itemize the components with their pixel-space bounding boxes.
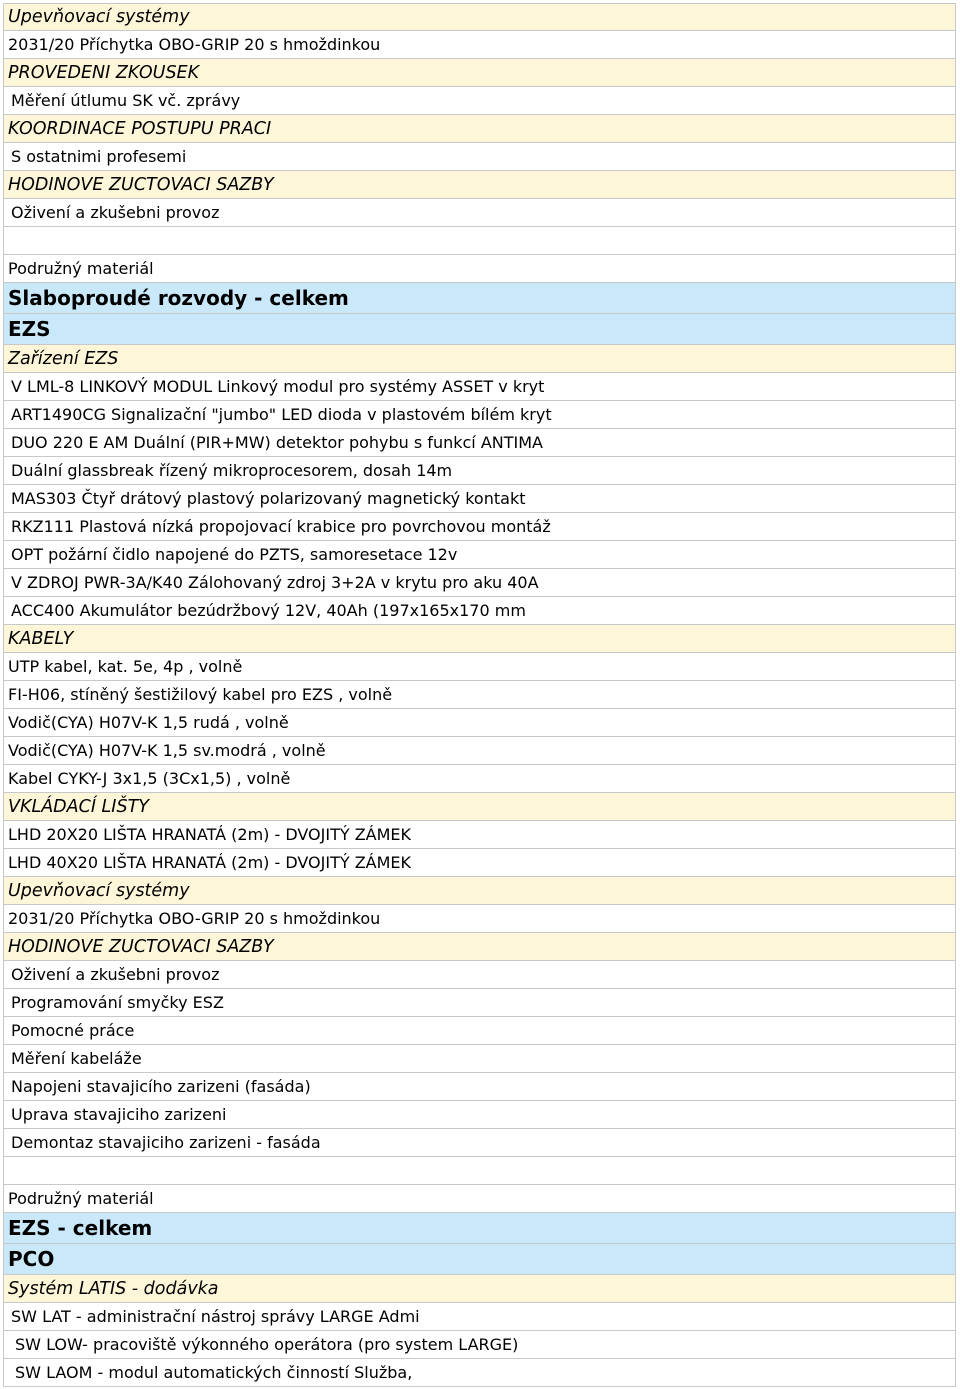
item-row[interactable]: Uprava stavajiciho zarizeni xyxy=(3,1101,956,1129)
item-row[interactable]: Duální glassbreak řízený mikroprocesorem, dosah 14m xyxy=(3,457,956,485)
item-row[interactable]: 2031/20 Příchytka OBO-GRIP 20 s hmoždinkou xyxy=(3,905,956,933)
section-header-row[interactable]: HODINOVE ZUCTOVACI SAZBY xyxy=(3,171,956,199)
section-header-row[interactable]: HODINOVE ZUCTOVACI SAZBY xyxy=(3,933,956,961)
section-header-row[interactable]: VKLÁDACÍ LIŠTY xyxy=(3,793,956,821)
item-row[interactable]: SW LAT - administrační nástroj správy LARGE Admi xyxy=(3,1303,956,1331)
section-header-row[interactable]: KABELY xyxy=(3,625,956,653)
item-row[interactable]: SW LOW- pracoviště výkonného operátora (pro system LARGE) xyxy=(3,1331,956,1359)
item-row[interactable]: DUO 220 E AM Duální (PIR+MW) detektor pohybu s funkcí ANTIMA xyxy=(3,429,956,457)
item-row[interactable]: FI-H06, stíněný šestižilový kabel pro EZS , volně xyxy=(3,681,956,709)
item-row[interactable]: S ostatnimi profesemi xyxy=(3,143,956,171)
item-row[interactable]: V LML-8 LINKOVÝ MODUL Linkový modul pro systémy ASSET v kryt xyxy=(3,373,956,401)
group-heading-row[interactable]: EZS - celkem xyxy=(3,1213,956,1244)
item-row[interactable]: Oživení a zkušebni provoz xyxy=(3,199,956,227)
item-row[interactable]: Kabel CYKY-J 3x1,5 (3Cx1,5) , volně xyxy=(3,765,956,793)
item-table xyxy=(3,3,956,1387)
item-row[interactable]: LHD 40X20 LIŠTA HRANATÁ (2m) - DVOJITÝ ZÁMEK xyxy=(3,849,956,877)
section-header-row[interactable]: KOORDINACE POSTUPU PRACI xyxy=(3,115,956,143)
empty-row[interactable] xyxy=(3,227,956,255)
item-row[interactable]: Programování smyčky ESZ xyxy=(3,989,956,1017)
group-heading-row[interactable]: EZS xyxy=(3,314,956,345)
item-row[interactable]: Měření kabeláže xyxy=(3,1045,956,1073)
item-row[interactable]: Oživení a zkušebni provoz xyxy=(3,961,956,989)
section-header-row[interactable]: Zařízení EZS xyxy=(3,345,956,373)
item-row[interactable]: Podružný materiál xyxy=(3,255,956,283)
item-row[interactable]: Vodič(CYA) H07V-K 1,5 sv.modrá , volně xyxy=(3,737,956,765)
item-row[interactable]: MAS303 Čtyř drátový plastový polarizovaný magnetický kontakt xyxy=(3,485,956,513)
item-row[interactable]: RKZ111 Plastová nízká propojovací krabice pro povrchovou montáž xyxy=(3,513,956,541)
item-row[interactable]: V ZDROJ PWR-3A/K40 Zálohovaný zdroj 3+2A v krytu pro aku 40A xyxy=(3,569,956,597)
section-header-row[interactable]: Upevňovací systémy xyxy=(3,877,956,905)
section-header-row[interactable]: PROVEDENI ZKOUSEK xyxy=(3,59,956,87)
group-heading-row[interactable]: Slaboproudé rozvody - celkem xyxy=(3,283,956,314)
group-heading-row[interactable]: PCO xyxy=(3,1244,956,1275)
item-row[interactable]: SW LAOM - modul automatických činností Služba, xyxy=(3,1359,956,1387)
item-row[interactable]: Vodič(CYA) H07V-K 1,5 rudá , volně xyxy=(3,709,956,737)
section-header-row[interactable]: Systém LATIS - dodávka xyxy=(3,1275,956,1303)
item-row[interactable]: OPT požární čidlo napojené do PZTS, samoresetace 12v xyxy=(3,541,956,569)
item-row[interactable]: LHD 20X20 LIŠTA HRANATÁ (2m) - DVOJITÝ ZÁMEK xyxy=(3,821,956,849)
item-row[interactable]: UTP kabel, kat. 5e, 4p , volně xyxy=(3,653,956,681)
section-header-row[interactable]: Upevňovací systémy xyxy=(3,3,956,31)
item-row[interactable]: ART1490CG Signalizační "jumbo" LED dioda v plastovém bílém kryt xyxy=(3,401,956,429)
item-row[interactable]: Podružný materiál xyxy=(3,1185,956,1213)
empty-row[interactable] xyxy=(3,1157,956,1185)
item-row[interactable]: ACC400 Akumulátor bezúdržbový 12V, 40Ah (197x165x170 mm xyxy=(3,597,956,625)
item-row[interactable]: Pomocné práce xyxy=(3,1017,956,1045)
item-row[interactable]: Měření útlumu SK vč. zprávy xyxy=(3,87,956,115)
item-row[interactable]: Napojeni stavajicího zarizeni (fasáda) xyxy=(3,1073,956,1101)
item-row[interactable]: 2031/20 Příchytka OBO-GRIP 20 s hmoždinkou xyxy=(3,31,956,59)
item-row[interactable]: Demontaz stavajiciho zarizeni - fasáda xyxy=(3,1129,956,1157)
